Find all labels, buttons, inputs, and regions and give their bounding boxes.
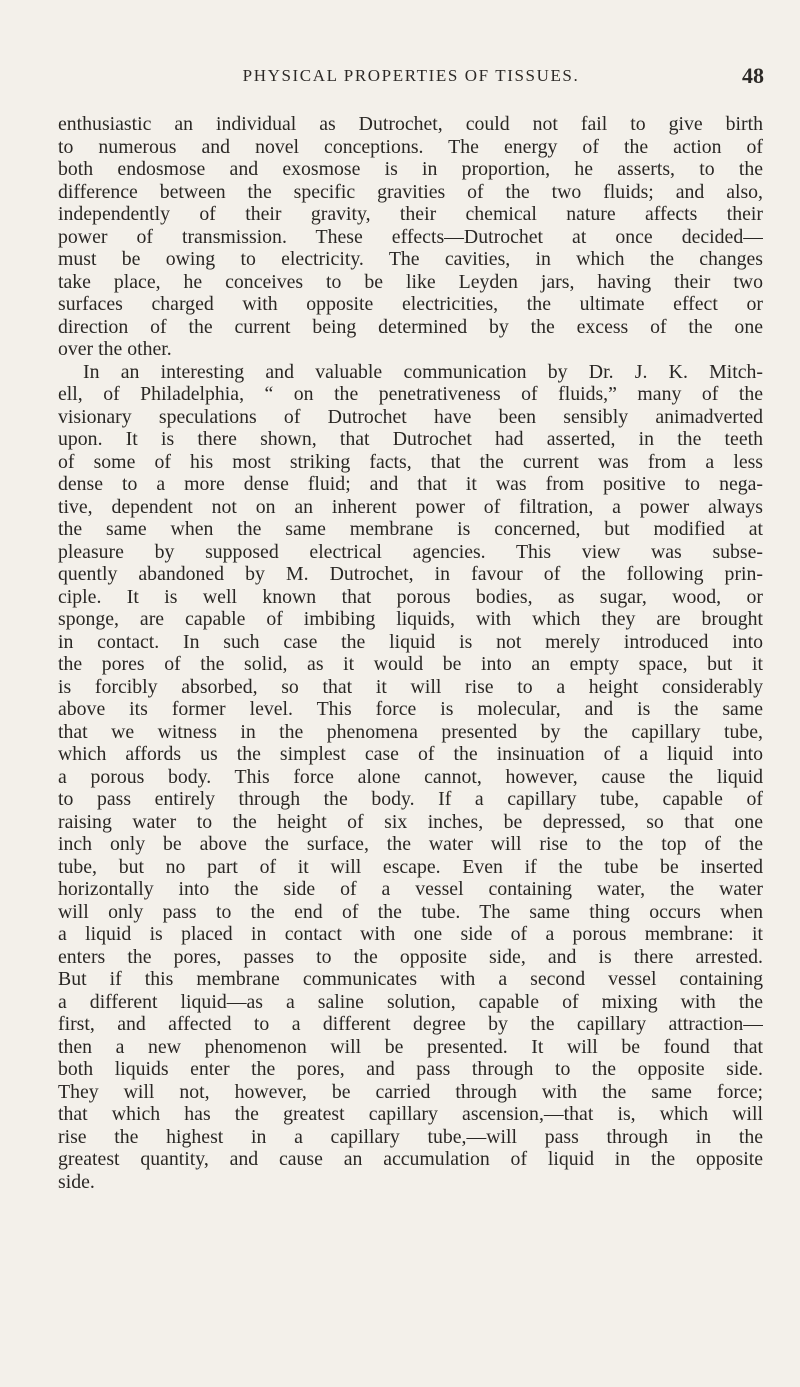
text-line: horizontally into the side of a vessel containing water, the water [58,878,763,900]
text-line: side. [58,1170,95,1193]
body-text [58,113,763,1193]
text-line: sponge, are capable of imbibing liquids, with which they are brought [58,608,763,630]
text-line: in contact. In such case the liquid is not merely introduced into [58,630,763,653]
text-line: to pass entirely through the body. If a capillary tube, capable of [58,788,763,810]
text-line: visionary speculations of Dutrochet have been sensibly animadverted [58,405,763,428]
page-header [58,64,764,90]
text-line: difference between the specific gravities of the two fluids; and also, [58,180,763,203]
text-line: then a new phenomenon will be presented. It will be found that [58,1035,763,1058]
text-line: a different liquid—as a saline solution, capable of mixing with the [58,990,763,1013]
text-line: surfaces charged with opposite electricities, the ultimate effect or [58,293,763,315]
text-line: inch only be above the surface, the water will rise to the top of the [58,833,763,855]
text-line: that we witness in the phenomena presented by the capillary tube, [58,720,763,743]
text-line: which affords us the simplest case of the insinuation of a liquid into [58,743,763,765]
text-line: a liquid is placed in contact with one side of a porous membrane: it [58,923,763,945]
text-line: They will not, however, be carried through with the same force; [58,1080,763,1103]
text-line: tube, but no part of it will escape. Even if the tube be inserted [58,855,763,878]
text-line: enters the pores, passes to the opposite side, and is there arrested. [58,945,763,968]
text-line: raising water to the height of six inches, be depressed, so that one [58,810,763,833]
text-line: to numerous and novel conceptions. The energy of the action of [58,135,763,158]
text-line: tive, dependent not on an inherent power of filtration, a power always [58,495,763,518]
text-line: upon. It is there shown, that Dutrochet had asserted, in the teeth [58,428,763,450]
text-line: take place, he conceives to be like Leyden jars, having their two [58,270,763,293]
text-line: dense to a more dense fluid; and that it was from positive to nega- [58,473,763,495]
text-line: pleasure by supposed electrical agencies. This view was subse- [58,540,763,563]
text-line: is forcibly absorbed, so that it will rise to a height considerably [58,675,763,698]
text-line: of some of his most striking facts, that the current was from a less [58,450,763,473]
text-line: the same when the same membrane is concerned, but modified at [58,518,763,540]
text-line: direction of the current being determined by the excess of the one [58,315,763,338]
text-line: ciple. It is well known that porous bodies, as sugar, wood, or [58,585,763,608]
text-line: independently of their gravity, their chemical nature affects their [58,203,763,225]
running-title: PHYSICAL PROPERTIES OF TISSUES. [242,66,580,85]
text-line: first, and affected to a different degree by the capillary attraction— [58,1013,763,1035]
text-line: But if this membrane communicates with a second vessel containing [58,968,763,990]
text-line: above its former level. This force is molecular, and is the same [58,698,763,720]
text-line: quently abandoned by M. Dutrochet, in favour of the following prin- [58,563,763,585]
text-line: must be owing to electricity. The cavities, in which the changes [58,248,763,270]
page-number: 48 [742,63,764,88]
text-line: a porous body. This force alone cannot, however, cause the liquid [58,765,763,788]
text-line: will only pass to the end of the tube. The same thing occurs when [58,900,763,923]
text-line: the pores of the solid, as it would be into an empty space, but it [58,653,763,675]
text-line: over the other. [58,338,172,360]
text-line: both endosmose and exosmose is in proportion, he asserts, to the [58,158,763,180]
text-line: enthusiastic an individual as Dutrochet, could not fail to give birth [58,113,763,135]
text-line: that which has the greatest capillary ascension,—that is, which will [58,1103,763,1125]
text-line: In an interesting and valuable communication by Dr. J. K. Mitch- [83,360,763,383]
text-line: rise the highest in a capillary tube,—will pass through in the [58,1125,763,1148]
text-line: both liquids enter the pores, and pass through to the opposite side. [58,1058,763,1080]
text-line: ell, of Philadelphia, “ on the penetrativeness of fluids,” many of the [58,383,763,405]
text-line: power of transmission. These effects—Dutrochet at once decided— [58,225,763,248]
text-line: greatest quantity, and cause an accumulation of liquid in the opposite [58,1148,763,1170]
